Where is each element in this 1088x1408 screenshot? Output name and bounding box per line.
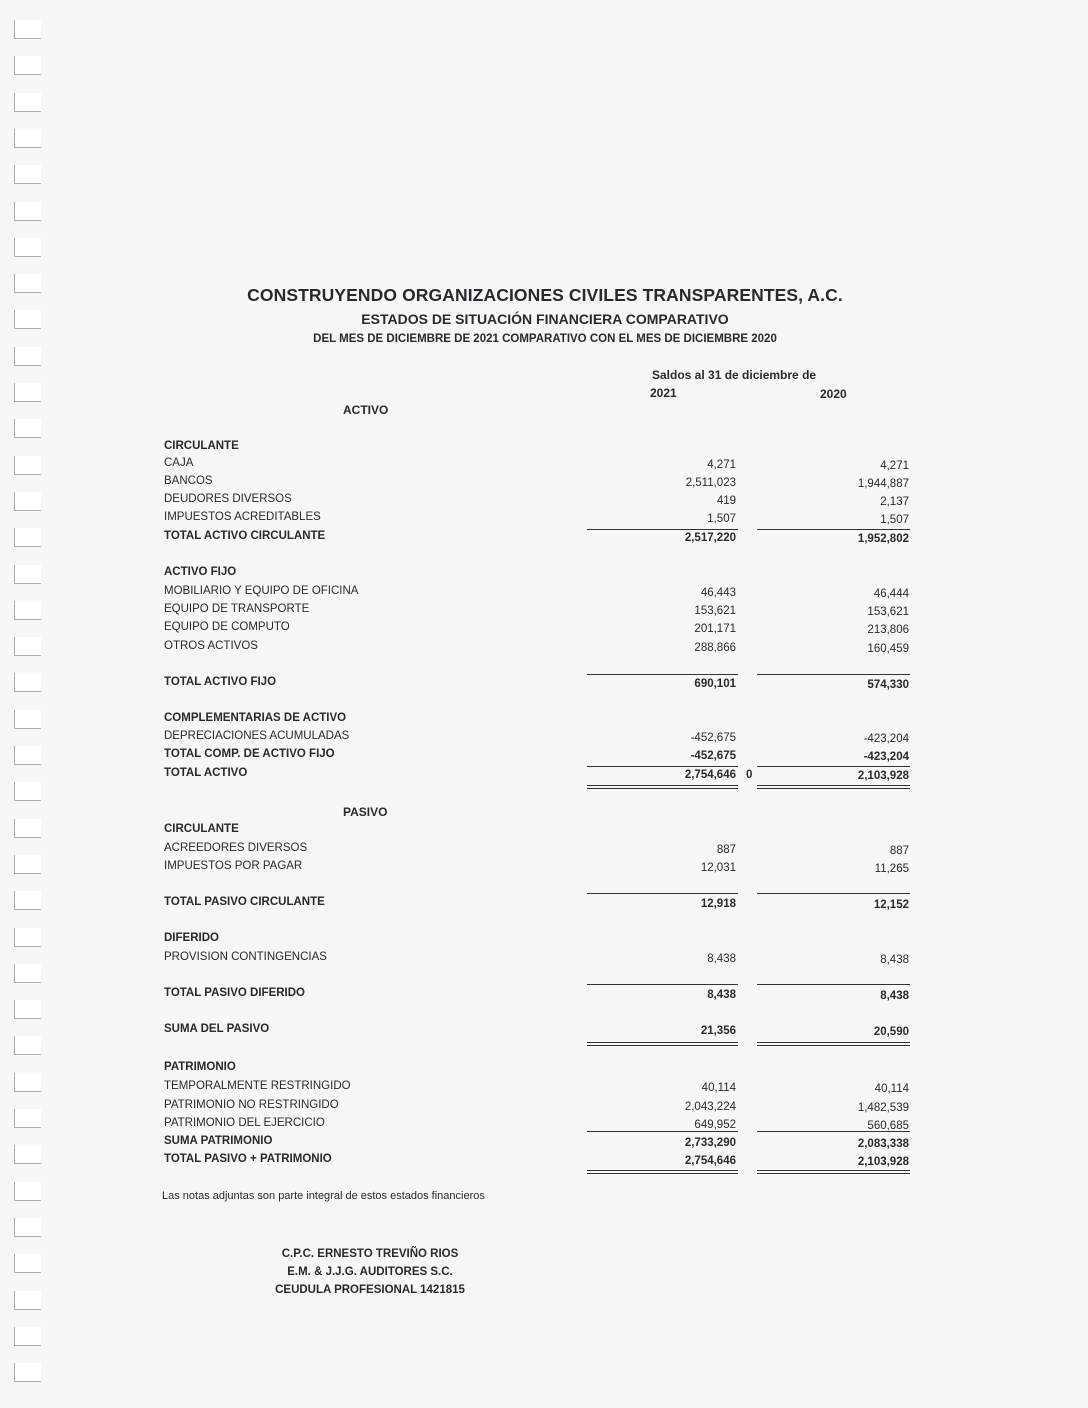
rule bbox=[587, 893, 738, 894]
binding-hole bbox=[14, 1291, 41, 1310]
section-pasivo: PASIVO bbox=[343, 805, 388, 819]
value-2020: 2,083,338 bbox=[857, 1138, 909, 1150]
table-row bbox=[0, 932, 1088, 948]
value-2020: -423,204 bbox=[863, 751, 909, 763]
signer-name: C.P.C. ERNESTO TREVIÑO RIOS bbox=[281, 1248, 459, 1260]
signer-firm: E.M. & J.J.G. AUDITORES S.C. bbox=[287, 1266, 453, 1278]
table-row bbox=[0, 730, 1088, 746]
table-row bbox=[0, 767, 1088, 783]
value-2021: 419 bbox=[716, 495, 736, 507]
column-caption: Saldos al 31 de diciembre de bbox=[652, 368, 817, 382]
binding-hole bbox=[14, 419, 41, 438]
row-label: TOTAL COMP. DE ACTIVO FIJO bbox=[164, 748, 335, 760]
table-row bbox=[0, 440, 1088, 456]
row-label: DEPRECIACIONES ACUMULADAS bbox=[164, 730, 350, 742]
value-2021: 649,952 bbox=[694, 1119, 736, 1131]
row-label: COMPLEMENTARIAS DE ACTIVO bbox=[164, 712, 347, 724]
statement-period: DEL MES DE DICIEMBRE DE 2021 COMPARATIVO CON EL MES DE DICIEMBRE 2020 bbox=[313, 333, 777, 345]
signer-license: CEUDULA PROFESIONAL 1421815 bbox=[275, 1284, 465, 1296]
binding-hole bbox=[14, 782, 41, 801]
double-rule bbox=[587, 1045, 738, 1046]
value-2020: 4,271 bbox=[880, 460, 909, 472]
row-label: ACTIVO FIJO bbox=[164, 566, 237, 578]
table-row bbox=[0, 585, 1088, 601]
table-row bbox=[0, 1061, 1088, 1077]
table-row bbox=[0, 896, 1088, 912]
row-label: TOTAL PASIVO + PATRIMONIO bbox=[164, 1153, 332, 1165]
binding-hole bbox=[14, 1327, 41, 1346]
column-year-2020: 2020 bbox=[820, 387, 847, 401]
table-row bbox=[0, 823, 1088, 839]
value-2020: 1,482,539 bbox=[857, 1102, 909, 1114]
table-row bbox=[0, 475, 1088, 491]
table-row bbox=[0, 1023, 1088, 1039]
double-rule bbox=[587, 785, 738, 786]
row-label: CIRCULANTE bbox=[164, 440, 239, 452]
value-2020: 1,952,802 bbox=[857, 533, 909, 545]
column-year-2021: 2021 bbox=[650, 386, 677, 400]
value-2021: 8,438 bbox=[707, 989, 736, 1001]
value-2020: 1,507 bbox=[880, 514, 909, 526]
value-2021: 153,621 bbox=[694, 605, 736, 617]
binding-hole bbox=[14, 383, 41, 402]
row-label: DIFERIDO bbox=[164, 932, 219, 944]
value-2021: 887 bbox=[716, 844, 736, 856]
row-label: ACREEDORES DIVERSOS bbox=[164, 842, 308, 854]
organization-name: CONSTRUYENDO ORGANIZACIONES CIVILES TRANSPARENTES, A.C. bbox=[247, 285, 843, 305]
table-row bbox=[0, 987, 1088, 1003]
binding-hole bbox=[14, 1218, 41, 1237]
row-label: IMPUESTOS POR PAGAR bbox=[164, 860, 303, 872]
double-rule bbox=[587, 1042, 738, 1043]
rule bbox=[587, 529, 738, 530]
row-label: TOTAL ACTIVO bbox=[164, 767, 248, 779]
row-mark: 0 bbox=[746, 769, 753, 781]
binding-hole bbox=[14, 202, 41, 221]
table-row bbox=[0, 457, 1088, 473]
value-2021: 288,866 bbox=[694, 642, 736, 654]
value-2021: 12,031 bbox=[700, 862, 736, 874]
binding-hole bbox=[14, 347, 41, 366]
value-2021: 2,754,646 bbox=[684, 1155, 736, 1167]
row-label: TEMPORALMENTE RESTRINGIDO bbox=[164, 1080, 351, 1092]
table-row bbox=[0, 842, 1088, 858]
double-rule bbox=[757, 788, 910, 789]
value-2020: 153,621 bbox=[867, 606, 909, 618]
value-2020: 2,137 bbox=[880, 496, 909, 508]
double-rule bbox=[757, 1042, 910, 1043]
rule bbox=[587, 674, 738, 675]
value-2021: -452,675 bbox=[690, 750, 736, 762]
row-label: TOTAL PASIVO CIRCULANTE bbox=[164, 896, 325, 908]
row-label: PATRIMONIO bbox=[164, 1061, 236, 1073]
value-2020: 887 bbox=[889, 845, 909, 857]
value-2021: 4,271 bbox=[707, 459, 736, 471]
value-2021: 21,356 bbox=[700, 1025, 736, 1037]
value-2020: 8,438 bbox=[880, 954, 909, 966]
binding-hole bbox=[14, 1254, 41, 1273]
binding-hole bbox=[14, 238, 41, 257]
value-2021: 12,918 bbox=[700, 898, 736, 910]
value-2021: 201,171 bbox=[694, 623, 736, 635]
binding-hole bbox=[14, 129, 41, 148]
value-2020: 1,944,887 bbox=[857, 478, 909, 490]
row-label: SUMA PATRIMONIO bbox=[164, 1135, 273, 1147]
statement-title: ESTADOS DE SITUACIÓN FINANCIERA COMPARATIVO bbox=[361, 311, 729, 327]
double-rule bbox=[757, 785, 910, 786]
row-label: TOTAL PASIVO DIFERIDO bbox=[164, 987, 305, 999]
binding-hole bbox=[14, 93, 41, 112]
value-2021: 690,101 bbox=[694, 678, 736, 690]
value-2021: 40,114 bbox=[701, 1082, 736, 1094]
value-2021: 2,733,290 bbox=[684, 1137, 736, 1149]
row-label: DEUDORES DIVERSOS bbox=[164, 493, 292, 505]
table-row bbox=[0, 1117, 1088, 1133]
table-row bbox=[0, 951, 1088, 967]
row-label: TOTAL ACTIVO FIJO bbox=[164, 676, 277, 688]
row-label: EQUIPO DE COMPUTO bbox=[164, 621, 290, 633]
section-activo: ACTIVO bbox=[343, 403, 389, 417]
value-2020: 213,806 bbox=[867, 624, 909, 636]
row-label: IMPUESTOS ACREDITABLES bbox=[164, 511, 321, 523]
rule bbox=[587, 766, 738, 767]
binding-hole bbox=[14, 1036, 41, 1055]
double-rule bbox=[587, 1170, 738, 1171]
row-label: CIRCULANTE bbox=[164, 823, 239, 835]
binding-holes bbox=[14, 20, 44, 1390]
table-row bbox=[0, 1099, 1088, 1115]
value-2021: 46,443 bbox=[700, 587, 736, 599]
table-row bbox=[0, 530, 1088, 546]
rule bbox=[757, 893, 910, 894]
rule bbox=[757, 1131, 910, 1132]
binding-hole bbox=[14, 310, 41, 329]
value-2020: 560,685 bbox=[867, 1120, 909, 1132]
rule bbox=[757, 529, 910, 530]
table-row bbox=[0, 748, 1088, 764]
value-2021: 1,507 bbox=[707, 513, 736, 525]
row-label: OTROS ACTIVOS bbox=[164, 640, 258, 652]
footnote: Las notas adjuntas son parte integral de estos estados financieros bbox=[162, 1190, 485, 1202]
row-label: PROVISION CONTINGENCIAS bbox=[164, 951, 327, 963]
rule bbox=[757, 984, 910, 985]
binding-hole bbox=[14, 1182, 41, 1201]
row-label: TOTAL ACTIVO CIRCULANTE bbox=[164, 530, 326, 542]
value-2020: 46,444 bbox=[873, 588, 909, 600]
row-label: BANCOS bbox=[164, 475, 213, 487]
value-2021: 8,438 bbox=[707, 953, 736, 965]
table-row bbox=[0, 860, 1088, 876]
double-rule bbox=[757, 1173, 910, 1174]
rule bbox=[757, 766, 910, 767]
table-row bbox=[0, 640, 1088, 656]
table-row bbox=[0, 493, 1088, 509]
row-label: MOBILIARIO Y EQUIPO DE OFICINA bbox=[164, 585, 359, 597]
value-2020: 40,114 bbox=[874, 1083, 909, 1095]
value-2020: 11,265 bbox=[874, 863, 909, 875]
double-rule bbox=[587, 788, 738, 789]
value-2020: 12,152 bbox=[873, 899, 909, 911]
value-2021: -452,675 bbox=[690, 732, 736, 744]
row-label: PATRIMONIO NO RESTRINGIDO bbox=[164, 1099, 339, 1111]
value-2021: 2,043,224 bbox=[684, 1101, 736, 1113]
table-row bbox=[0, 621, 1088, 637]
value-2021: 2,511,023 bbox=[685, 477, 736, 489]
binding-hole bbox=[14, 165, 41, 184]
value-2021: 2,517,220 bbox=[684, 532, 736, 544]
table-row bbox=[0, 603, 1088, 619]
double-rule bbox=[757, 1170, 910, 1171]
value-2020: 574,330 bbox=[867, 679, 909, 691]
row-label: CAJA bbox=[164, 457, 194, 469]
value-2021: 2,754,646 bbox=[684, 769, 736, 781]
rule bbox=[587, 984, 738, 985]
row-label: PATRIMONIO DEL EJERCICIO bbox=[164, 1117, 325, 1129]
table-row bbox=[0, 1080, 1088, 1096]
value-2020: -423,204 bbox=[863, 733, 909, 745]
table-row bbox=[0, 712, 1088, 728]
table-row bbox=[0, 566, 1088, 582]
rule bbox=[757, 674, 910, 675]
rule bbox=[587, 1131, 738, 1132]
value-2020: 8,438 bbox=[880, 990, 909, 1002]
table-row bbox=[0, 1135, 1088, 1151]
value-2020: 2,103,928 bbox=[857, 770, 909, 782]
table-row bbox=[0, 676, 1088, 692]
binding-hole bbox=[14, 274, 41, 293]
value-2020: 160,459 bbox=[867, 643, 909, 655]
value-2020: 2,103,928 bbox=[857, 1156, 909, 1168]
double-rule bbox=[587, 1173, 738, 1174]
row-label: EQUIPO DE TRANSPORTE bbox=[164, 603, 310, 615]
binding-hole bbox=[14, 1363, 41, 1382]
row-label: SUMA DEL PASIVO bbox=[164, 1023, 270, 1035]
binding-hole bbox=[14, 56, 41, 75]
table-row bbox=[0, 1153, 1088, 1169]
binding-hole bbox=[14, 20, 41, 39]
table-row bbox=[0, 511, 1088, 527]
double-rule bbox=[757, 1045, 910, 1046]
value-2020: 20,590 bbox=[873, 1026, 909, 1038]
